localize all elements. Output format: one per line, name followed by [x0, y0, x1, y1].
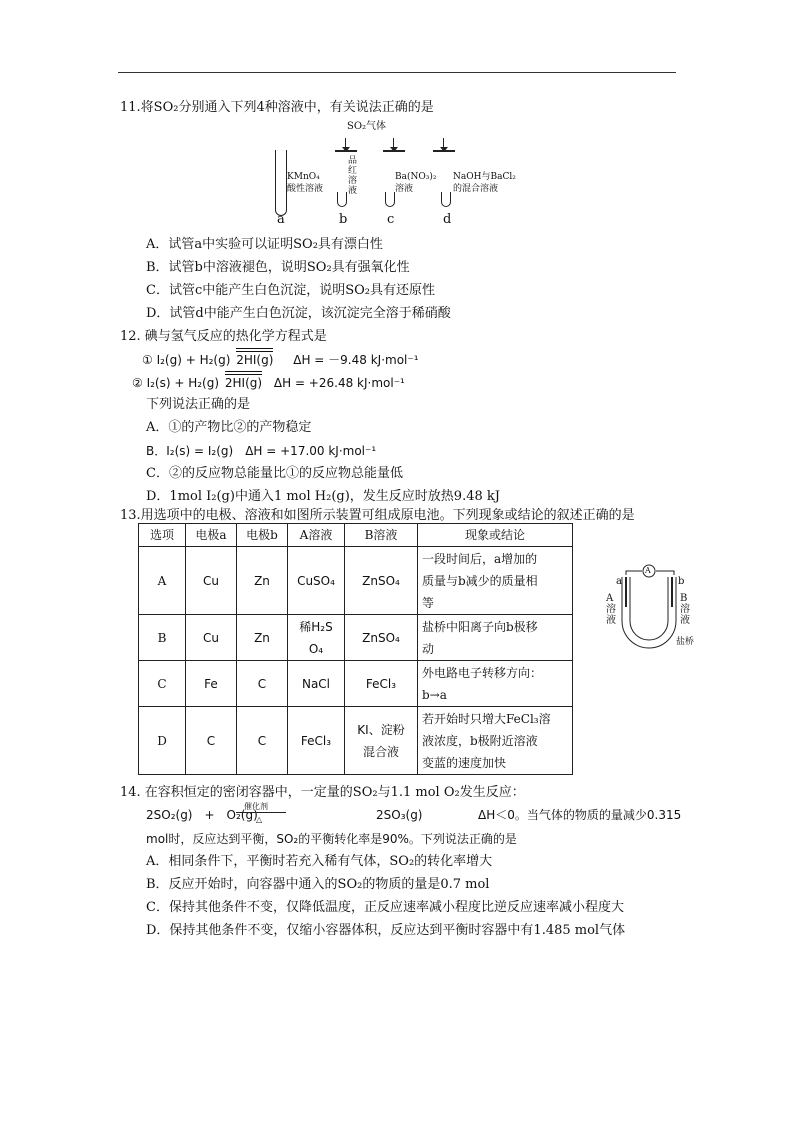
table-row [139, 707, 573, 775]
result-line: 若开始时只增大FeCl₃溶 [422, 711, 551, 726]
q12-eq1-dh: ΔH = －9.48 kJ·mol⁻¹ [293, 353, 419, 367]
q12-eq2-prefix: ② I₂(s) + H₂(g) [132, 376, 220, 390]
cell-result [418, 707, 573, 775]
tube-b [337, 192, 347, 207]
ammeter-label: A [645, 566, 651, 575]
cell-opt: A [139, 547, 186, 615]
table-row [139, 547, 573, 615]
q12-sub-stem: 下列说法正确的是 [146, 397, 251, 412]
cell-result [418, 547, 573, 615]
gas-arrow-d [443, 138, 444, 150]
sol-b-line: 混合液 [362, 744, 399, 759]
result-line: 外电路电子转移方向： [422, 665, 543, 680]
left-solution-label: A溶液 [606, 593, 616, 626]
q12-eq1-prefix: ① I₂(g) + H₂(g) [142, 353, 231, 367]
tube-b-letter: b [339, 212, 348, 227]
q14-option-a: A．相同条件下，平衡时若充入稀有气体，SO₂的转化率增大 [146, 854, 493, 869]
tube-d-solution: NaOH与BaCl₂ [453, 172, 516, 182]
left-electrode-label: a [616, 576, 622, 587]
cell-sol-b: FeCl₃ [345, 661, 418, 707]
tube-a-solution-2: 酸性溶液 [287, 184, 324, 194]
q13-table [138, 523, 573, 775]
tube-d-letter: d [443, 212, 452, 227]
th-electrode-b: 电极b [237, 524, 288, 547]
q14-option-d: D．保持其他条件不变，仅缩小容器体积，反应达到平衡时容器中有1.485 mol气体 [146, 923, 626, 938]
q14-option-b: B．反应开始时，向容器中通入的SO₂的物质的量是0.7 mol [146, 877, 490, 892]
tube-a-letter: a [277, 212, 285, 227]
result-line: b→a [422, 687, 447, 702]
q12-stem: 12. 碘与氢气反应的热化学方程式是 [120, 329, 327, 344]
cell-sol-b [345, 707, 418, 775]
sol-a-line: 稀H₂S [299, 619, 333, 634]
q14-option-c: C．保持其他条件不变，仅降低温度，正反应速率减小程度比逆反应速率减小程度大 [146, 900, 624, 915]
gas-arrow-c [393, 138, 394, 150]
result-line: 等 [422, 595, 435, 610]
cell-a: C [186, 707, 237, 775]
equilibrium-arrow-icon [225, 374, 262, 392]
salt-bridge-label: 盐桥 [676, 637, 695, 647]
q14-eq-right: 2SO₃(g) [376, 808, 423, 822]
cell-sol-a: NaCl [288, 661, 345, 707]
sol-a-line: O₄ [308, 641, 324, 656]
tube-d [441, 192, 451, 207]
q12-eq2 [132, 374, 405, 392]
cell-result [418, 615, 573, 661]
th-electrode-a: 电极a [186, 524, 237, 547]
cell-result [418, 661, 573, 707]
result-line: 盐桥中阳离子向b极移 [422, 619, 538, 634]
q11-option-d: D．试管d中能产生白色沉淀，该沉淀完全溶于稀硝酸 [146, 306, 451, 321]
th-solution-a: A溶液 [288, 524, 345, 547]
q12-option-b: B．I₂(s) = I₂(g) ΔH = +17.00 kJ·mol⁻¹ [146, 444, 377, 458]
q14-heat: △ [256, 815, 263, 824]
q11-option-b: B．试管b中溶液褪色，说明SO₂具有强氧化性 [146, 260, 410, 275]
table-row [139, 661, 573, 707]
tube-d-solution-2: 的混合溶液 [453, 184, 499, 194]
q11-stem: 11.将SO₂分别通入下列4种溶液中，有关说法正确的是 [120, 100, 434, 115]
q13-stem: 13.用选项中的电极、溶液和如图所示装置可组成原电池。下列现象或结论的叙述正确的是 [120, 508, 635, 523]
reaction-arrow-icon [236, 812, 286, 813]
q12-option-d: D．1mol I₂(g)中通入1 mol H₂(g)，发生反应时放热9.48 kJ [146, 489, 500, 504]
tube-a [275, 150, 287, 216]
equilibrium-arrow-icon [236, 351, 273, 369]
cell-opt: D [139, 707, 186, 775]
q11-option-a: A．试管a中实验可以证明SO₂具有漂白性 [146, 237, 383, 252]
cell-sol-a: FeCl₃ [288, 707, 345, 775]
q12-eq2-dh: ΔH = +26.48 kJ·mol⁻¹ [273, 376, 405, 390]
right-electrode-label: b [678, 576, 685, 587]
q11-option-c: C．试管c中能产生白色沉淀，说明SO₂具有还原性 [146, 283, 436, 298]
header-rule [118, 72, 676, 73]
gas-arrow-b [345, 138, 346, 150]
q12-eq1-product: 2HI(g) [236, 353, 274, 367]
result-line: 变蓝的速度加快 [422, 755, 507, 770]
q14-line2: mol时，反应达到平衡，SO₂的平衡转化率是90%。下列说法正确的是 [146, 832, 517, 846]
cell-b: C [237, 661, 288, 707]
cell-a: Cu [186, 547, 237, 615]
q12-eq1 [142, 351, 419, 369]
result-line: 动 [422, 641, 435, 656]
cell-sol-a: CuSO₄ [288, 547, 345, 615]
table-header-row [139, 524, 573, 547]
right-solution-label: B溶液 [680, 593, 690, 626]
result-line: 液浓度，b极附近溶液 [422, 733, 538, 748]
tube-c-solution-2: 溶液 [395, 184, 414, 194]
q14-dh: ΔH＜0。当气体的物质的量减少0.315 [478, 808, 682, 822]
galvanic-cell-diagram [604, 563, 704, 653]
q12-eq2-product: 2HI(g) [224, 376, 263, 390]
gas-label: SO₂气体 [347, 121, 387, 132]
tube-c [385, 192, 395, 207]
table-row [139, 615, 573, 661]
q14-stem: 14. 在容积恒定的密闭容器中，一定量的SO₂与1.1 mol O₂发生反应： [120, 785, 525, 800]
result-line: 一段时间后，a增加的 [422, 551, 538, 566]
q12-option-c: C．②的反应物总能量比①的反应物总能量低 [146, 466, 403, 481]
cell-a: Cu [186, 615, 237, 661]
cell-opt: C [139, 661, 186, 707]
sol-b-line: KI、淀粉 [357, 722, 405, 737]
result-line: 质量与b减少的质量相 [422, 573, 538, 588]
cell-sol-b: ZnSO₄ [345, 547, 418, 615]
cell-b: C [237, 707, 288, 775]
cell-a: Fe [186, 661, 237, 707]
cell-sol-b: ZnSO₄ [345, 615, 418, 661]
tube-c-letter: c [387, 212, 395, 227]
th-option: 选项 [139, 524, 186, 547]
tube-a-solution: KMnO₄ [287, 172, 320, 182]
cell-b: Zn [237, 547, 288, 615]
q14-equation [146, 806, 258, 824]
th-result: 现象或结论 [418, 524, 573, 547]
q12-option-a: A．①的产物比②的产物稳定 [146, 420, 312, 435]
cell-b: Zn [237, 615, 288, 661]
q14-catalyst: 催化剂 [244, 802, 268, 811]
cell-opt: B [139, 615, 186, 661]
cell-sol-a [288, 615, 345, 661]
tube-b-solution: 品红溶液 [348, 156, 358, 196]
th-solution-b: B溶液 [345, 524, 418, 547]
q14-eq-left: 2SO₂(g) + O₂(g) [146, 808, 258, 822]
tube-c-solution: Ba(NO₃)₂ [395, 172, 437, 182]
q11-apparatus [265, 120, 515, 230]
